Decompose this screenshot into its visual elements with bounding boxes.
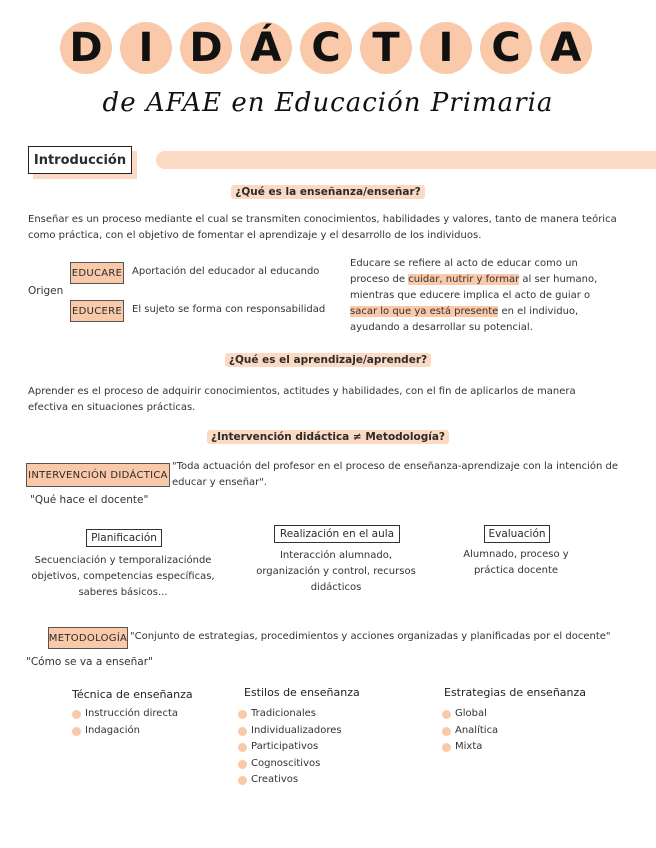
educare-tag: EDUCARE xyxy=(70,262,124,284)
title-letter: D xyxy=(180,22,232,74)
title-letter: C xyxy=(480,22,532,74)
metodologia-subtitle: "Cómo se va a enseñar" xyxy=(26,656,153,668)
tecnica-list xyxy=(72,706,178,739)
estrategias-title: Estrategias de enseñanza xyxy=(444,686,587,699)
question-ensenar xyxy=(0,186,656,198)
title xyxy=(60,22,600,84)
metodologia-definition: "Conjunto de estrategias, procedimientos y acciones organizadas y planificadas por el docente" xyxy=(130,631,611,642)
planificacion-text xyxy=(20,553,226,601)
title-letter: A xyxy=(540,22,592,74)
origin-label: Origen xyxy=(28,285,64,297)
list-item: Global xyxy=(442,706,498,723)
title-letter: T xyxy=(360,22,412,74)
origin-line-part: al ser humano, xyxy=(519,274,598,285)
question-aprender xyxy=(0,354,656,366)
list-item: Tradicionales xyxy=(238,706,342,723)
metodologia-tag: METODOLOGÍA xyxy=(48,627,128,649)
text-line: Secuenciación y temporalizaciónde xyxy=(34,555,212,566)
text-line: didácticos xyxy=(310,582,362,593)
section-heading: Introducción xyxy=(28,146,132,174)
evaluacion-box: Evaluación xyxy=(484,525,550,543)
educere-text: El sujeto se forma con responsabilidad xyxy=(132,304,326,315)
intervencion-tag: INTERVENCIÓN DIDÁCTICA xyxy=(26,463,170,487)
origin-line xyxy=(350,304,640,320)
text-line: saberes básicos... xyxy=(78,587,168,598)
title-letter: D xyxy=(60,22,112,74)
section-bar xyxy=(156,151,656,169)
intervencion-definition xyxy=(172,459,642,491)
origin-line-part: proceso de xyxy=(350,274,409,285)
text-line: organización y control, recursos xyxy=(256,566,416,577)
question-text: ¿Qué es el aprendizaje/aprender? xyxy=(225,353,431,367)
origin-explanation xyxy=(350,256,640,336)
list-item: Individualizadores xyxy=(238,723,342,740)
paragraph-line: Enseñar es un proceso mediante el cual se transmiten conocimientos, habilidades y valores, tanto de manera teórica xyxy=(28,214,617,225)
intervencion-subtitle: "Qué hace el docente" xyxy=(30,494,149,506)
origin-line: ayudando a desarrollar su potencial. xyxy=(350,322,533,333)
estilos-title: Estilos de enseñanza xyxy=(244,686,360,699)
origin-line xyxy=(350,272,640,288)
text-line: Interacción alumnado, xyxy=(279,550,393,561)
title-letter: I xyxy=(420,22,472,74)
text-line: Alumnado, proceso y xyxy=(463,549,569,560)
paragraph-line: efectiva en situaciones prácticas. xyxy=(28,402,196,413)
origin-line-part: en el individuo, xyxy=(498,306,579,317)
origin-line: mientras que educere implica el acto de guiar o xyxy=(350,290,591,301)
title-letter: I xyxy=(120,22,172,74)
educare-text: Aportación del educador al educando xyxy=(132,266,320,277)
text-line: objetivos, competencias específicas, xyxy=(31,571,215,582)
highlight: sacar lo que ya está presente xyxy=(350,306,499,317)
list-item: Creativos xyxy=(238,772,342,789)
question-text: ¿Qué es la enseñanza/enseñar? xyxy=(231,185,424,199)
educere-tag: EDUCERE xyxy=(70,300,124,322)
subtitle: de AFAE en Educación Primaria xyxy=(102,88,554,118)
question-intervencion xyxy=(0,431,656,443)
origin-line: Educare se refiere al acto de educar como un xyxy=(350,258,578,269)
question-text: ¿Intervención didáctica ≠ Metodología? xyxy=(207,430,449,444)
list-item: Indagación xyxy=(72,723,178,740)
realizacion-box: Realización en el aula xyxy=(274,525,400,543)
definition-line: educar y enseñar". xyxy=(172,477,268,488)
list-item: Cognoscitivos xyxy=(238,756,342,773)
evaluacion-text xyxy=(446,547,586,579)
list-item: Participativos xyxy=(238,739,342,756)
tecnica-title: Técnica de enseñanza xyxy=(72,688,193,701)
list-item: Analítica xyxy=(442,723,498,740)
realizacion-text xyxy=(236,548,436,596)
estrategias-list xyxy=(442,706,498,756)
paragraph-aprender xyxy=(28,384,638,416)
title-letter: Á xyxy=(240,22,292,74)
estilos-list xyxy=(238,706,342,789)
paragraph-line: como práctica, con el objetivo de fomentar el aprendizaje y el desarrollo de los individuos. xyxy=(28,230,482,241)
text-line: práctica docente xyxy=(473,565,559,576)
paragraph-ensenar xyxy=(28,212,638,244)
definition-line: "Toda actuación del profesor en el proceso de enseñanza-aprendizaje con la intención de xyxy=(172,461,619,472)
paragraph-line: Aprender es el proceso de adquirir conocimientos, actitudes y habilidades, con el fin de aplicarlos de manera xyxy=(28,386,576,397)
title-letter: C xyxy=(300,22,352,74)
highlight: cuidar, nutrir y formar xyxy=(408,274,520,285)
list-item: Mixta xyxy=(442,739,498,756)
list-item: Instrucción directa xyxy=(72,706,178,723)
planificacion-box: Planificación xyxy=(86,529,162,547)
